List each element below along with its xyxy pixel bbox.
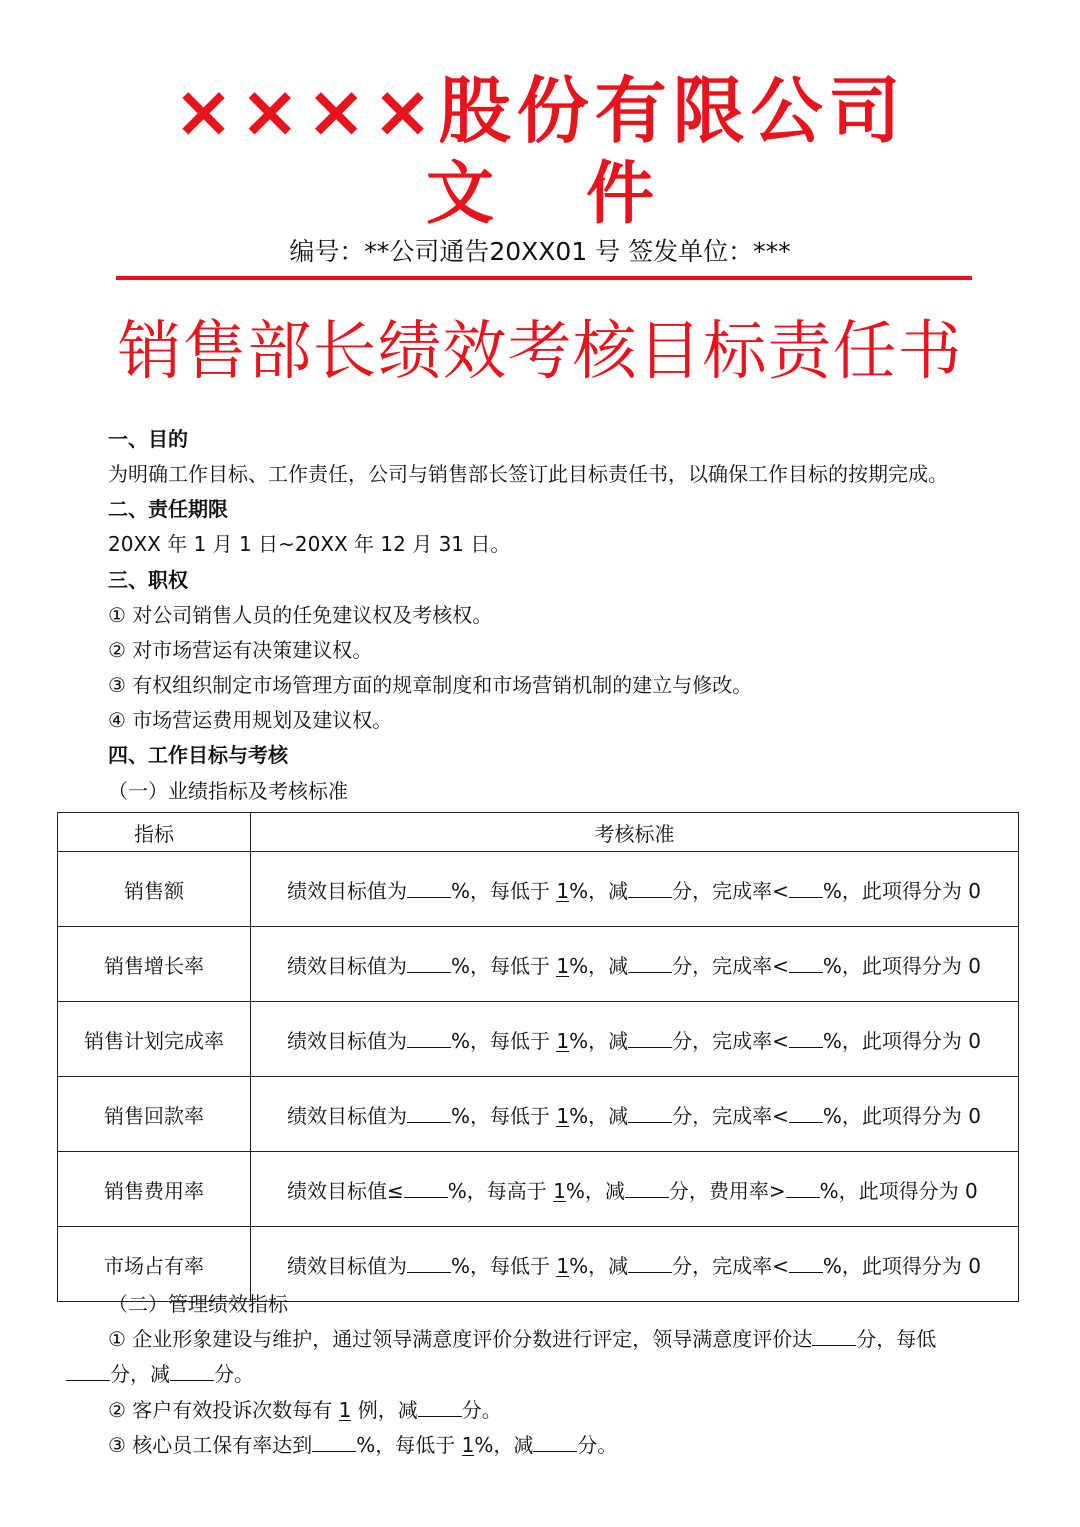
section-1-heading: 一、目的 <box>108 427 188 451</box>
document-label-right: 件 <box>586 155 655 234</box>
kpi-table <box>57 812 1019 1302</box>
table-row <box>58 927 1019 1002</box>
criteria-cell: 绩效目标值为 %，每低于 1%，减 分，完成率< %，此项得分为 0 <box>251 1077 1019 1152</box>
document-title: 销售部长绩效考核目标责任书 <box>117 315 963 389</box>
indicator-name: 销售回款率 <box>58 1077 251 1152</box>
criteria-cell: 绩效目标值为 %，每低于 1%，减 分，完成率< %，此项得分为 0 <box>251 1227 1019 1302</box>
subsection-2-heading: （二）管理绩效指标 <box>108 1292 288 1316</box>
section-2-heading: 二、责任期限 <box>108 497 228 521</box>
table-row <box>58 1077 1019 1152</box>
indicator-name: 销售增长率 <box>58 927 251 1002</box>
document-label-left: 文 <box>425 155 494 234</box>
management-item-1-line-1: ① 企业形象建设与维护，通过领导满意度评价分数进行评定，领导满意度评价达 分，每低 <box>108 1327 937 1351</box>
indicator-name: 销售费用率 <box>58 1152 251 1227</box>
section-2-text: 20XX 年 1 月 1 日~20XX 年 12 月 31 日。 <box>108 532 511 556</box>
authority-item-1: ① 对公司销售人员的任免建议权及考核权。 <box>108 603 493 627</box>
table-row <box>58 1002 1019 1077</box>
section-1-text: 为明确工作目标、工作责任，公司与销售部长签订此目标责任书，以确保工作目标的按期完成。 <box>108 462 948 486</box>
document-label <box>0 152 1080 238</box>
indicator-name: 销售计划完成率 <box>58 1002 251 1077</box>
document-number-line: 编号：**公司通告20XX01 号 签发单位：*** <box>289 237 791 266</box>
section-4-heading: 四、工作目标与考核 <box>108 743 288 767</box>
indicator-name: 市场占有率 <box>58 1227 251 1302</box>
table-header-row <box>58 813 1019 852</box>
company-name: ××××股份有限公司 <box>173 69 907 153</box>
criteria-cell: 绩效目标值为 %，每低于 1%，减 分，完成率< %，此项得分为 0 <box>251 852 1019 927</box>
authority-item-4: ④ 市场营运费用规划及建议权。 <box>108 708 393 732</box>
criteria-cell: 绩效目标值为 %，每低于 1%，减 分，完成率< %，此项得分为 0 <box>251 1002 1019 1077</box>
authority-item-2: ② 对市场营运有决策建议权。 <box>108 638 373 662</box>
section-3-heading: 三、职权 <box>108 568 188 592</box>
management-item-3: ③ 核心员工保有率达到 %，每低于 1%，减 分。 <box>108 1433 618 1457</box>
table-header-indicator: 指标 <box>58 813 251 852</box>
criteria-cell: 绩效目标值为 %，每低于 1%，减 分，完成率< %，此项得分为 0 <box>251 927 1019 1002</box>
indicator-name: 销售额 <box>58 852 251 927</box>
table-row <box>58 1152 1019 1227</box>
table-row <box>58 852 1019 927</box>
header-divider <box>116 276 972 280</box>
subsection-1-heading: （一）业绩指标及考核标准 <box>108 779 348 803</box>
criteria-cell: 绩效目标值≤ %，每高于 1%，减 分，费用率> %，此项得分为 0 <box>251 1152 1019 1227</box>
management-item-2: ② 客户有效投诉次数每有 1 例，减 分。 <box>108 1398 502 1422</box>
authority-item-3: ③ 有权组织制定市场管理方面的规章制度和市场营销机制的建立与修改。 <box>108 673 753 697</box>
table-header-criteria: 考核标准 <box>251 813 1019 852</box>
management-item-1-line-2: 分，减 分。 <box>66 1359 254 1389</box>
